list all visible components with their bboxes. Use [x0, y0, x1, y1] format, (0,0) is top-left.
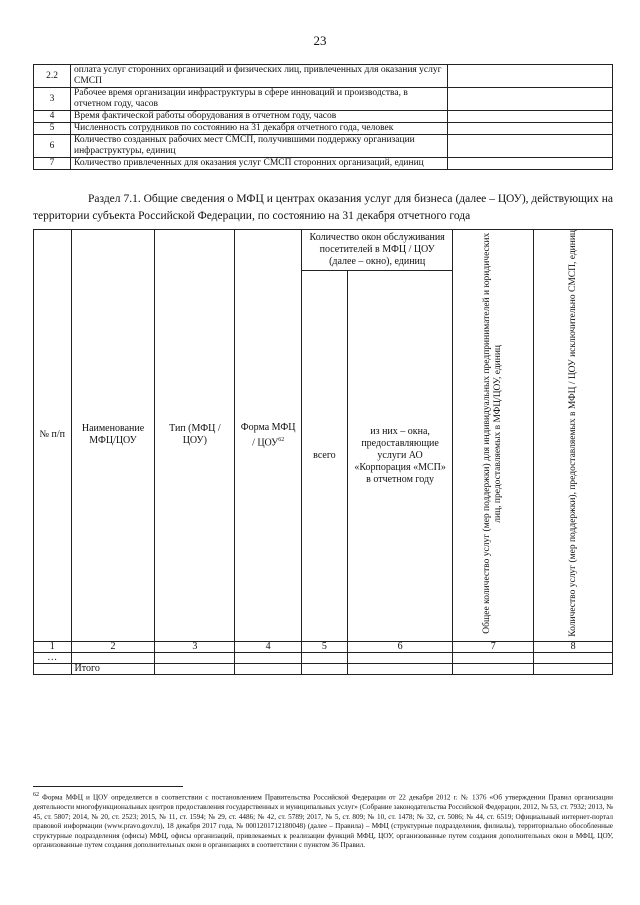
- empty-cell: [302, 652, 348, 663]
- footnote-divider: [33, 786, 183, 787]
- row-value-cell: [448, 158, 613, 170]
- col-number: 7: [453, 641, 534, 652]
- row-text: Численность сотрудников по состоянию на 31 декабря отчетного года, человек: [71, 123, 448, 135]
- empty-cell: [347, 663, 453, 674]
- header-name: Наименование МФЦ/ЦОУ: [71, 230, 155, 642]
- header-smsp-services: [534, 230, 613, 642]
- row-text: Количество привлеченных для оказания услуг СМСП сторонних организаций, единиц: [71, 158, 448, 170]
- empty-cell: [534, 663, 613, 674]
- col-number: 5: [302, 641, 348, 652]
- header-total-services: [453, 230, 534, 642]
- page-number: 23: [313, 33, 327, 48]
- col-number: 1: [34, 641, 72, 652]
- empty-cell: [235, 663, 302, 674]
- ellipsis-cell: …: [34, 652, 72, 663]
- header-form: [235, 230, 302, 642]
- header-windows-corp: из них – окна, предоставляющие услуги АО «Корпорация «МСП» в отчетном году: [347, 271, 453, 642]
- footnote-text: Форма МФЦ и ЦОУ определяется в соответствии с постановлением Правительства Российской Федерации от 22 декабря 2012 г. № 1376 «Об утверждении Правил организации деятельности многофункциональных центров предоставления государственных и муниципальных услуг» (Собрание законодательства Российской Федерации, 2012, № 53, ст. 7932; 2013, № 45, ст. 5807; 2014, № 20, ст. 2523; 2015, № 11, ст. 1594; № 29, ст. 4486; № 42, ст. 5789; 2017, № 5, ст. 809; № 10, ст. 1478; № 32, ст. 5086; № 44, ст. 6519; Официальный интернет-портал правовой информации (www.pravo.gov.ru), 18 декабря 2017 года, № 0001201712180048) (далее – Правила) – МФЦ (структурные подразделения, филиалы), территориально обособленные структурные подразделения (офисы) МФЦ, офисы организаций, привлекаемых к реализации функций МФЦ, ЦОУ, организованные путем создания дополнительных окон в МФЦ, ЦОУ, организованные путем создания дополнительных окон в организациях в соответствии с пунктом 36 Правил.: [33, 793, 614, 850]
- footnote: [33, 791, 613, 851]
- row-number: 2.2: [34, 65, 71, 88]
- footnote-number: 62: [33, 792, 39, 798]
- col-number: 3: [155, 641, 235, 652]
- row-text: Рабочее время организации инфраструктуры в сфере инноваций и производства, в отчетном году, часов: [71, 88, 448, 111]
- table-row: [34, 158, 613, 170]
- col-number: 2: [71, 641, 155, 652]
- empty-cell: [534, 652, 613, 663]
- empty-cell: [347, 652, 453, 663]
- row-value-cell: [448, 135, 613, 158]
- row-value-cell: [448, 111, 613, 123]
- empty-cell: [155, 663, 235, 674]
- row-value-cell: [448, 65, 613, 88]
- header-form-text: Форма МФЦ / ЦОУ: [240, 421, 296, 449]
- empty-cell: [71, 652, 155, 663]
- row-number: 5: [34, 123, 71, 135]
- empty-cell: [453, 652, 534, 663]
- col-number: 8: [534, 641, 613, 652]
- header-total-services-text: Общее количество услуг (мер поддержки) для индивидуальных предпринимателей и юридических лиц, предоставляемых в МФЦ/ЦОУ, единиц: [482, 232, 504, 634]
- header-row: [34, 230, 613, 271]
- header-windows-group: Количество окон обслуживания посетителей в МФЦ / ЦОУ (далее – окно), единиц: [302, 230, 453, 271]
- row-number: 7: [34, 158, 71, 170]
- header-smsp-services-text: Количество услуг (мер поддержки), предоставляемых в МФЦ / ЦОУ исключительно СМСП, единиц: [567, 230, 578, 637]
- table-row: [34, 135, 613, 158]
- section-heading: Раздел 7.1. Общие сведения о МФЦ и центрах оказания услуг для бизнеса (далее – ЦОУ), действующих на территории субъекта Российской Федерации, по состоянию на 31 декабря отчетного года: [33, 193, 613, 222]
- row-number: 3: [34, 88, 71, 111]
- numbering-row: [34, 641, 613, 652]
- table-row: [34, 65, 613, 88]
- header-type: Тип (МФЦ / ЦОУ): [155, 230, 235, 642]
- row-number: 4: [34, 111, 71, 123]
- row-value-cell: [448, 88, 613, 111]
- empty-cell: [453, 663, 534, 674]
- empty-cell: [302, 663, 348, 674]
- empty-cell: [34, 663, 72, 674]
- table-row: [34, 123, 613, 135]
- table-row: [34, 111, 613, 123]
- row-text: оплата услуг сторонних организаций и физических лиц, привлеченных для оказания услуг СМСП: [71, 65, 448, 88]
- empty-cell: [235, 652, 302, 663]
- indicators-table: [33, 64, 613, 170]
- empty-cell: [155, 652, 235, 663]
- table-row: [34, 652, 613, 663]
- col-number: 4: [235, 641, 302, 652]
- row-number: 6: [34, 135, 71, 158]
- header-windows-total: всего: [302, 271, 348, 642]
- row-value-cell: [448, 123, 613, 135]
- row-text: Количество созданных рабочих мест СМСП, получившими поддержку организации инфраструктуры, единиц: [71, 135, 448, 158]
- row-text: Время фактической работы оборудования в отчетном году, часов: [71, 111, 448, 123]
- table-row: [34, 88, 613, 111]
- mfc-table: [33, 229, 613, 675]
- footnote-marker: 62: [278, 436, 285, 443]
- total-row: [34, 663, 613, 674]
- header-num: № п/п: [34, 230, 72, 642]
- total-label: Итого: [71, 663, 155, 674]
- col-number: 6: [347, 641, 453, 652]
